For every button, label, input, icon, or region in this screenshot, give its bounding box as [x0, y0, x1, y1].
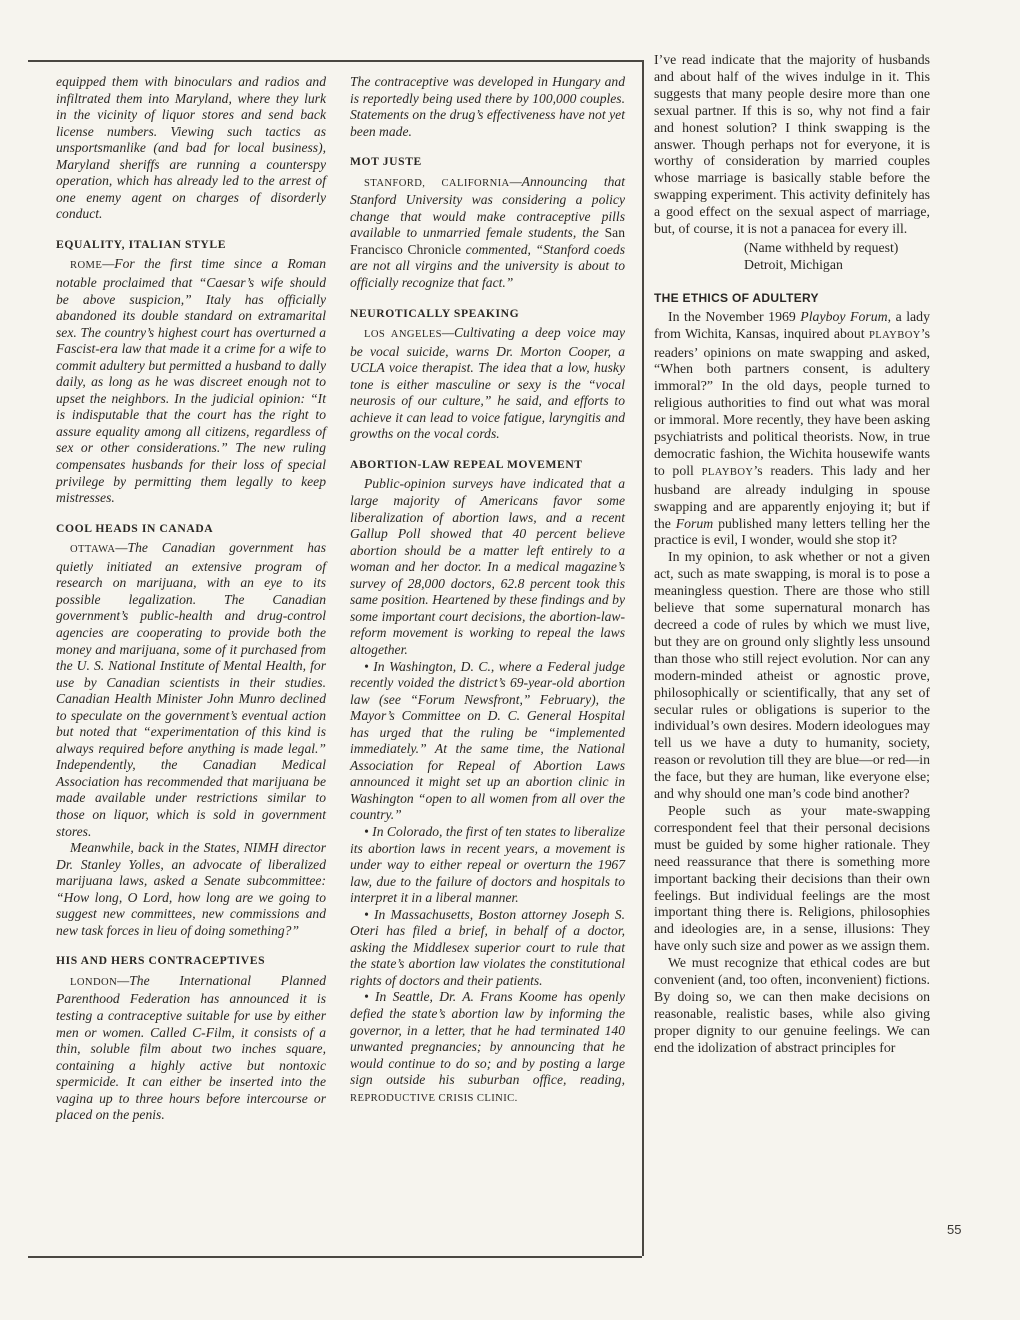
article-mot-juste — [350, 174, 625, 292]
dateline: LONDON — [70, 976, 118, 988]
article-contraceptives — [56, 973, 326, 1124]
bullet-washington: • In Washington, D. C., where a Federal judge recently voided the district’s 69-year-old abortion law (see “Forum Newsfront,” February), the Mayor’s Committee on D. C. General Hospital has urged that the ruling be “implemented immediately.” At the same time, the National Association for Repeal of Abortion Laws announced it might set up an abortion clinic in Washington “open to all women from all over the country.” — [350, 658, 625, 823]
letter-text: , a lady from Wichita, Kansas, inquired about — [654, 308, 930, 341]
heading-ethics-of-adultery: THE ETHICS OF ADULTERY — [654, 290, 819, 305]
letter-paragraph-1 — [654, 309, 930, 550]
heading-cool-heads-in-canada: COOL HEADS IN CANADA — [56, 521, 214, 535]
letter-paragraph-4: We must recognize that ethical codes are but convenient (and, too often, inconvenient) fictions. By doing so, we can then make decisions on reasonable, realistic bases, while also giving proper dignity to our genuine feelings. We can end the idolization of abstract principles for — [654, 955, 930, 1055]
heading-mot-juste: MOT JUSTE — [350, 155, 422, 169]
newspaper-name: San Francisco Chronicle — [350, 225, 625, 257]
heading-his-and-hers-contraceptives: HIS AND HERS CONTRACEPTIVES — [56, 954, 266, 968]
letter-text: published many letters telling her the practice is evil, I wonder, would she stop it? — [654, 515, 931, 548]
forum-letters-column — [654, 52, 930, 1057]
letter-paragraph-2: In my opinion, to ask whether or not a given act, such as mate swapping, is moral is to pose a meaningless question. There are those who still believe that some supernatural monarch has decreed a code of rules by which we must live, but they are on ground only slightly less unsound than those who still reject evolution. Nor can any modern-minded atheist or agnostic prove, philosophically or scientifically, that any set of secular rules or obligations is superior to the individual’s own desires. Modern ideologues may tell us we have a duty to humanity, society, reason or revolution till they are blue—or red—in the face, but they are human, like everyone else; and why should one man’s code bind another? — [654, 549, 930, 802]
article-cool-heads — [56, 540, 326, 840]
article-text: commented, “Stanford coeds are not all virgins and the university is about to officially recognize that fact.” — [350, 241, 625, 291]
dateline: ROME — [70, 260, 103, 272]
article-text: —For the first time since a Roman notable proclaimed that “Caesar’s wife should be above suspicion,” Italy has officially abandoned its double standard on extramarital sex. The country’s highest court has overturned a Fascist-era law that made it a crime for a wife to commit adultery but permitted a husband to dally daily, as long as he was discreet enough not to upset the neighbors. In the judicial opinion: “It is indisputable that the court has the right to assure equality among all citizens, regardless of sex or other considerations.” The new ruling compensates husbands for their loss of special privilege by permitting them legally to keep mistresses. — [56, 256, 326, 506]
article-text: —Cultivating a deep voice may be vocal suicide, warns Dr. Morton Cooper, a UCLA voice therapist. The idea that a low, husky tone is either masculine or sexy is the “vocal neurosis of our culture,” he said, and efforts to achieve it can lead to voice fatigue, laryngitis and growths on the vocal cords. — [350, 325, 625, 442]
clinic-sign: REPRODUCTIVE CRISIS CLINIC. — [350, 1092, 518, 1104]
page-number: 55 — [947, 1222, 962, 1237]
bullet-massachusetts: • In Massachusetts, Boston attorney Joseph S. Oteri has filed a brief, in behalf of a doctor, asking the Middlesex superior court to rule that the state’s abortion law violates the constitutional rights of doctors and their patients. — [350, 906, 625, 988]
magazine-section-name: Forum — [675, 515, 714, 531]
letter-text: ’s readers’ opinions on mate swapping and asked, “When both partners consent, is adultery immoral?” In the old days, people turned to religious authorities to find out what was moral or immoral. More recently, they have been asking psychiatrists and political theorists. Now, in true democratic fashion, the Wichita housewife wants to poll — [654, 325, 930, 478]
article-text: —The International Planned Parenthood Federation has announced it is testing a contraceptive suitable for use by either men or women. Called C-Film, it consists of a thin, soluble film about two inches square, containing a highly active but nontoxic spermicide. It can either be inserted into the vagina up to three hours before intercourse or placed on the penis. — [56, 972, 326, 1123]
newsfront-column-left — [56, 74, 326, 1124]
dateline: OTTAWA — [70, 544, 116, 556]
bullet-colorado: • In Colorado, the first of ten states to liberalize its abortion laws in recent years, a movement is under way to either repeal or overturn the 1967 law, due to the failure of doctors and hospitals to interpret it in a liberal manner. — [350, 823, 625, 906]
magazine-name: PLAYBOY — [868, 329, 921, 341]
magazine-section-name: Playboy Forum — [800, 308, 888, 324]
article-text: —Announcing that Stanford University was considering a policy change that would make contraceptive pills available to unmarried female students, the — [350, 173, 625, 241]
letter-text: ’s readers. This lady and her husband are already indulging in spouse swapping and are apparently enjoying it; but if the — [654, 462, 930, 531]
article-text: • In Seattle, Dr. A. Frans Koome has openly defied the state’s abortion law by informing the governor, in a letter, that he had terminated 140 unwanted pregnancies; by announcing that he would continue to do so; and by posting a large sign outside his suburban office, reading, — [350, 989, 625, 1088]
bullet-seattle — [350, 989, 625, 1107]
dateline: LOS ANGELES — [364, 329, 442, 341]
letter-signoff-name: (Name withheld by request) — [744, 239, 899, 255]
article-abortion: Public-opinion surveys have indicated that a large majority of Americans favor some liberalization of abortion laws, and a recent Gallup Poll showed that 40 percent believe abortion should be a matter left entirely to a woman and her doctor. In a medical magazine’s survey of 28,000 doctors, 62.8 percent took this same position. Heartened by these findings and by some important court decisions, the abortion-law-reform movement is working to repeal the laws altogether. — [350, 476, 625, 657]
magazine-name: PLAYBOY — [701, 466, 754, 478]
letter-paragraph-3: People such as your mate-swapping correspondent feel that their personal decisions must be guided by some higher rationale. They need reassurance that there is something more important backing their decisions than their own feelings. But individual feelings are the most important thing there is. Religions, philosophies and ideologies are, in a sense, illusions: They have only such size and power as we assign them. — [654, 802, 930, 954]
dateline: STANFORD, CALIFORNIA — [364, 177, 510, 189]
heading-neurotically-speaking: NEUROTICALLY SPEAKING — [350, 306, 520, 320]
article-continuation: The contraceptive was developed in Hungary and is reportedly being used there by 100,000 couples. Statements on the drug’s effectiveness have not yet been made. — [350, 74, 625, 139]
letter-signoff-location: Detroit, Michigan — [744, 256, 843, 272]
newsfront-column-middle — [350, 74, 625, 1107]
article-equality — [56, 256, 326, 506]
box-rule-top — [28, 60, 642, 62]
article-text: —The Canadian government has quietly initiated an extensive program of research on marijuana, with an eye to its possible legalization. The Canadian government’s public-health and drug-control agencies are cooperating to provide both the money and marijuana, some of it purchased from the U. S. National Institute of Mental Health, for use by Canadian scientists in their studies. Canadian Health Minister John Munro declined to speculate on the government’s eventual action but noted that “experimentation of this kind is always required before anything is made legal.” Independently, the Canadian Medical Association has recommended that marijuana be made available under restrictions similar to those on liquor, which is sold in government stores. — [56, 540, 326, 839]
box-rule-right — [642, 60, 644, 1256]
heading-equality-italian-style: EQUALITY, ITALIAN STYLE — [56, 237, 227, 251]
box-rule-bottom — [28, 1256, 642, 1258]
letter-continuation: I’ve read indicate that the majority of husbands and about half of the wives indulge in it. This suggests that many people desire more than one sexual partner. If this is so, why not find a fair and honest solution? I think swapping is the answer. Though perhaps not for everyone, it is worthy of consideration by married couples whose marriage is basically stable before the swapping experiment. This activity definitely has a good effect on the sexual aspect of marriage, but, of course, it is not a panacea for every ill. — [654, 52, 930, 237]
article-neurotically — [350, 325, 625, 443]
article-continuation: equipped them with binoculars and radios and infiltrated them into Maryland, where they lurk in the vicinity of liquor stores and send back license numbers. Viewing such tactics as unsportsmanlike (and bad for local business), Maryland sheriffs are running a counterspy operation, which has already led to the arrest of one enemy agent on charges of disorderly conduct. — [56, 74, 326, 222]
letter-text: In the November 1969 — [668, 308, 801, 324]
heading-abortion-law-repeal: ABORTION-LAW REPEAL MOVEMENT — [350, 457, 583, 471]
article-cool-heads-2: Meanwhile, back in the States, NIMH director Dr. Stanley Yolles, an advocate of liberalized marijuana laws, asked a Senate subcommittee: “How long, O Lord, how long are we going to suggest new committees, new commissions and new task forces in lieu of doing something?” — [56, 840, 326, 938]
